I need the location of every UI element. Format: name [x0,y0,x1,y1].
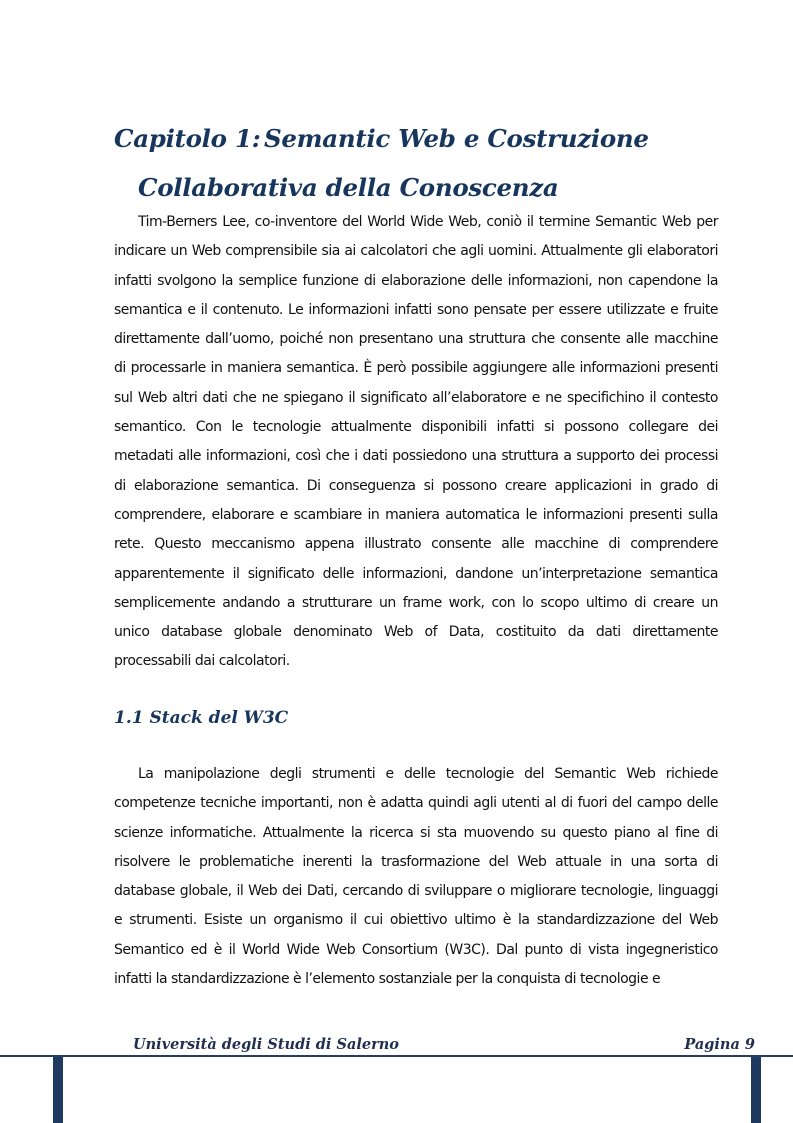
footer-bar-left [53,1057,63,1123]
section-paragraph: La manipolazione degli strumenti e delle tecnologie del Semantic Web richiede competenze tecniche importanti, non è adatta quindi agli utenti al di fuori del campo delle scienze informatiche. Attualmente la ricerca si sta muovendo su questo piano al fine di risolvere le problematiche inerenti la trasformazione del Web attuale in una sorta di database globale, il Web dei Dati, cercando di sviluppare o migliorare tecnologie, linguaggi e strumenti. Esiste un organismo il cui obiettivo ultimo è la standardizzazione del Web Semantico ed è il World Wide Web Consortium (W3C). Dal punto di vista ingegneristico infatti la standardizzazione è l’elemento sostanziale per la conquista di tecnologie e [114,766,718,988]
footer-rule [0,1055,793,1057]
intro-paragraph: Tim-Berners Lee, co-inventore del World Wide Web, coniò il termine Semantic Web per indicare un Web comprensibile sia ai calcolatori che agli uomini. Attualmente gli elaboratori infatti svolgono la semplice funzione di elaborazione delle informazioni, non capendone la semantica e il contenuto. Le informazioni infatti sono pensate per essere utilizzate e fruite direttamente dall’uomo, poiché non presentano una struttura che consente alle macchine di processarle in maniera semantica. È però possibile aggiungere alle informazioni presenti sul Web altri dati che ne spiegano il significato all’elaboratore e ne specifichino il contesto semantico. Con le tecnologie attualmente disponibili infatti si possono collegare dei metadati alle informazioni, così che i dati possiedono una struttura a supporto dei processi di elaborazione semantica. Di conseguenza si possono creare applicazioni in grado di comprendere, elaborare e scambiare in maniera automatica le informazioni presenti sulla rete. Questo meccanismo appena illustrato consente alle macchine di comprendere apparentemente il significato delle informazioni, dandone un’interpretazione semantica semplicemente andando a strutturare un frame work, con lo scopo ultimo di creare un unico database globale denominato Web of Data, costituito da dati direttamente processabili dai calcolatori. [114,214,718,670]
chapter-number: Capitolo 1: [114,124,261,153]
chapter-title [114,114,754,212]
chapter-title-line1: Semantic Web e Costruzione [264,124,649,153]
section-title: 1.1 Stack del W3C [114,708,289,728]
footer-bar-right [751,1057,761,1123]
footer-page-number: Pagina 9 [684,1036,755,1053]
footer-university: Università degli Studi di Salerno [133,1036,399,1053]
chapter-title-line2: Collaborativa della Conoscenza [138,173,559,202]
